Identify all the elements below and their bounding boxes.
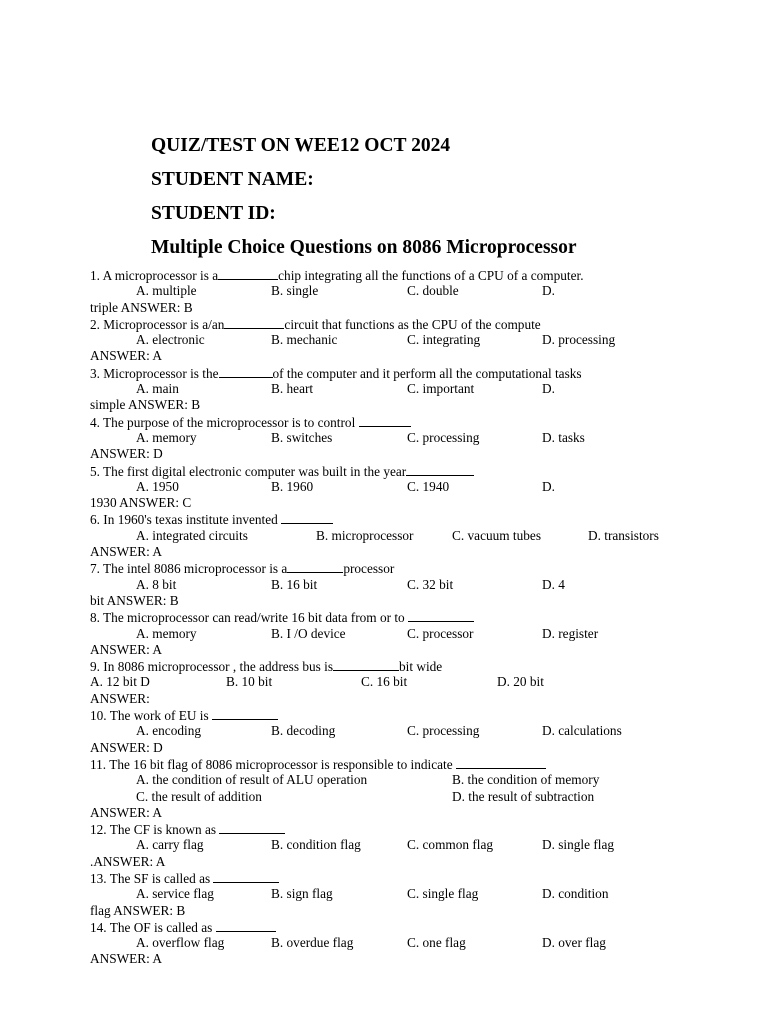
option-a: A. memory xyxy=(136,429,197,445)
answer-line: ANSWER: A xyxy=(90,348,163,364)
option-a: A. 8 bit xyxy=(136,576,177,592)
option-c: C. the result of addition xyxy=(136,788,262,804)
student-id-label: STUDENT ID: xyxy=(151,203,276,224)
answer-line: triple ANSWER: B xyxy=(90,299,193,315)
question-text-cont: chip integrating all the functions of a CPU of a computer. xyxy=(278,268,584,283)
question-text: 13. The SF is called as xyxy=(90,870,211,886)
answer-blank xyxy=(333,658,399,671)
question-text: 12. The CF is known as xyxy=(90,822,217,838)
question-3 xyxy=(90,365,690,381)
question-14 xyxy=(90,919,690,935)
option-d: D. over flag xyxy=(542,935,606,951)
options-row xyxy=(90,479,690,495)
option-b: B. 16 bit xyxy=(271,576,318,592)
answer-blank xyxy=(213,870,279,883)
option-c: C. 32 bit xyxy=(407,576,454,592)
question-text-cont: processor xyxy=(343,561,395,577)
answer-line: ANSWER: A xyxy=(90,641,163,657)
question-text: 3. Microprocessor is the xyxy=(90,365,219,381)
option-d: D. tasks xyxy=(542,429,585,445)
option-b: B. the condition of memory xyxy=(452,772,600,788)
answer-blank xyxy=(281,511,333,524)
answer-blank xyxy=(359,414,411,427)
option-b: B. single xyxy=(271,283,319,299)
option-a: A. overflow flag xyxy=(136,935,225,951)
option-b: B. decoding xyxy=(271,723,336,739)
option-a: A. service flag xyxy=(136,886,214,902)
answer-line: ANSWER: D xyxy=(90,739,163,755)
option-a: A. carry flag xyxy=(136,837,204,853)
question-text: 2. Microprocessor is a/an xyxy=(90,316,225,332)
options-row xyxy=(90,935,690,951)
options-row xyxy=(90,577,690,593)
answer-blank xyxy=(406,463,474,476)
options-row xyxy=(90,332,690,348)
option-b: B. 10 bit xyxy=(226,674,273,690)
option-d: D. single flag xyxy=(542,837,615,853)
option-b: B. mechanic xyxy=(271,332,338,348)
question-1 xyxy=(90,267,690,283)
question-text-cont: of the computer and it perform all the computational tasks xyxy=(272,365,582,381)
question-text-cont: circuit that functions as the CPU of the compute xyxy=(284,316,541,332)
options-row xyxy=(90,430,690,446)
option-a: A. 1950 xyxy=(136,478,179,494)
option-a: A. electronic xyxy=(136,332,205,348)
options-row xyxy=(90,886,690,902)
option-c: C. common flag xyxy=(407,837,494,853)
question-13 xyxy=(90,870,690,886)
option-b: B. heart xyxy=(271,381,314,397)
option-d: D. xyxy=(542,478,555,494)
option-d: D. condition xyxy=(542,886,609,902)
answer-line: 1930 ANSWER: C xyxy=(90,495,192,511)
question-text: 7. The intel 8086 microprocessor is a xyxy=(90,561,288,577)
answer-blank xyxy=(287,560,343,573)
option-d: D. 4 xyxy=(542,576,565,592)
options-row xyxy=(90,723,690,739)
option-a: A. memory xyxy=(136,625,197,641)
options-row xyxy=(90,772,690,788)
options-row xyxy=(90,789,690,805)
option-b: B. I /O device xyxy=(271,625,346,641)
question-7 xyxy=(90,560,690,576)
question-8 xyxy=(90,609,690,625)
option-c: C. processor xyxy=(407,625,474,641)
question-text: 5. The first digital electronic computer was built in the year xyxy=(90,463,407,479)
answer-blank xyxy=(218,267,278,280)
question-6 xyxy=(90,511,690,527)
option-b: B. switches xyxy=(271,429,333,445)
answer-line: .ANSWER: A xyxy=(90,853,166,869)
option-d: D. calculations xyxy=(542,723,622,739)
option-c: C. single flag xyxy=(407,886,479,902)
question-12 xyxy=(90,821,690,837)
answer-line: ANSWER: D xyxy=(90,446,163,462)
question-text: 8. The microprocessor can read/write 16 bit data from or to xyxy=(90,610,405,626)
options-row xyxy=(90,528,690,544)
quiz-subtitle: Multiple Choice Questions on 8086 Microprocessor xyxy=(151,237,577,258)
answer-blank xyxy=(408,609,474,622)
option-b: B. microprocessor xyxy=(316,527,414,543)
option-c: C. processing xyxy=(407,429,480,445)
option-c: C. double xyxy=(407,283,459,299)
option-d: D. xyxy=(542,381,555,397)
question-5 xyxy=(90,463,690,479)
answer-blank xyxy=(219,365,273,378)
option-a: A. main xyxy=(136,381,179,397)
question-4 xyxy=(90,414,690,430)
answer-line: ANSWER: xyxy=(90,690,150,706)
options-row xyxy=(90,626,690,642)
option-c: C. one flag xyxy=(407,935,466,951)
question-10 xyxy=(90,707,690,723)
answer-line: ANSWER: A xyxy=(90,951,163,967)
option-c: C. important xyxy=(407,381,475,397)
option-a: A. encoding xyxy=(136,723,201,739)
answer-blank xyxy=(224,316,284,329)
option-d: D. 20 bit xyxy=(497,674,544,690)
options-row xyxy=(90,283,690,299)
option-b: B. 1960 xyxy=(271,478,314,494)
answer-blank xyxy=(219,821,285,834)
question-text-cont: bit wide xyxy=(399,659,443,675)
question-list xyxy=(90,267,690,968)
option-b: B. overdue flag xyxy=(271,935,354,951)
answer-line: flag ANSWER: B xyxy=(90,902,186,918)
answer-blank xyxy=(456,756,546,769)
option-a: A. the condition of result of ALU operation xyxy=(136,772,368,788)
quiz-header xyxy=(151,129,577,265)
question-text: 1. A microprocessor is a xyxy=(90,268,219,283)
option-c: C. processing xyxy=(407,723,480,739)
option-b: B. condition flag xyxy=(271,837,361,853)
question-9 xyxy=(90,658,690,674)
option-a: A. multiple xyxy=(136,283,197,299)
option-d: D. processing xyxy=(542,332,616,348)
question-text: 9. In 8086 microprocessor , the address bus is xyxy=(90,659,333,675)
answer-line: ANSWER: A xyxy=(90,544,163,560)
option-a: A. 12 bit D xyxy=(90,674,150,690)
option-d: D. the result of subtraction xyxy=(452,788,595,804)
answer-blank xyxy=(212,707,278,720)
option-b: B. sign flag xyxy=(271,886,333,902)
question-text: 4. The purpose of the microprocessor is to control xyxy=(90,414,356,430)
option-c: C. 1940 xyxy=(407,478,450,494)
question-text: 14. The OF is called as xyxy=(90,919,213,935)
answer-line: simple ANSWER: B xyxy=(90,397,201,413)
answer-blank xyxy=(216,919,276,932)
option-c: C. integrating xyxy=(407,332,481,348)
question-text: 10. The work of EU is xyxy=(90,708,209,724)
student-name-label: STUDENT NAME: xyxy=(151,169,314,190)
options-row xyxy=(90,674,690,690)
options-row xyxy=(90,381,690,397)
option-a: A. integrated circuits xyxy=(136,527,248,543)
option-d: D. xyxy=(542,283,555,299)
option-c: C. 16 bit xyxy=(361,674,408,690)
quiz-title: QUIZ/TEST ON WEE12 OCT 2024 xyxy=(151,135,451,156)
options-row xyxy=(90,837,690,853)
question-11 xyxy=(90,756,690,772)
option-d: D. transistors xyxy=(588,527,659,543)
question-text: 11. The 16 bit flag of 8086 microprocessor is responsible to indicate xyxy=(90,756,453,772)
option-c: C. vacuum tubes xyxy=(452,527,542,543)
question-2 xyxy=(90,316,690,332)
option-d: D. register xyxy=(542,625,599,641)
answer-line: ANSWER: A xyxy=(90,804,163,820)
question-text: 6. In 1960's texas institute invented xyxy=(90,512,278,528)
answer-line: bit ANSWER: B xyxy=(90,592,179,608)
